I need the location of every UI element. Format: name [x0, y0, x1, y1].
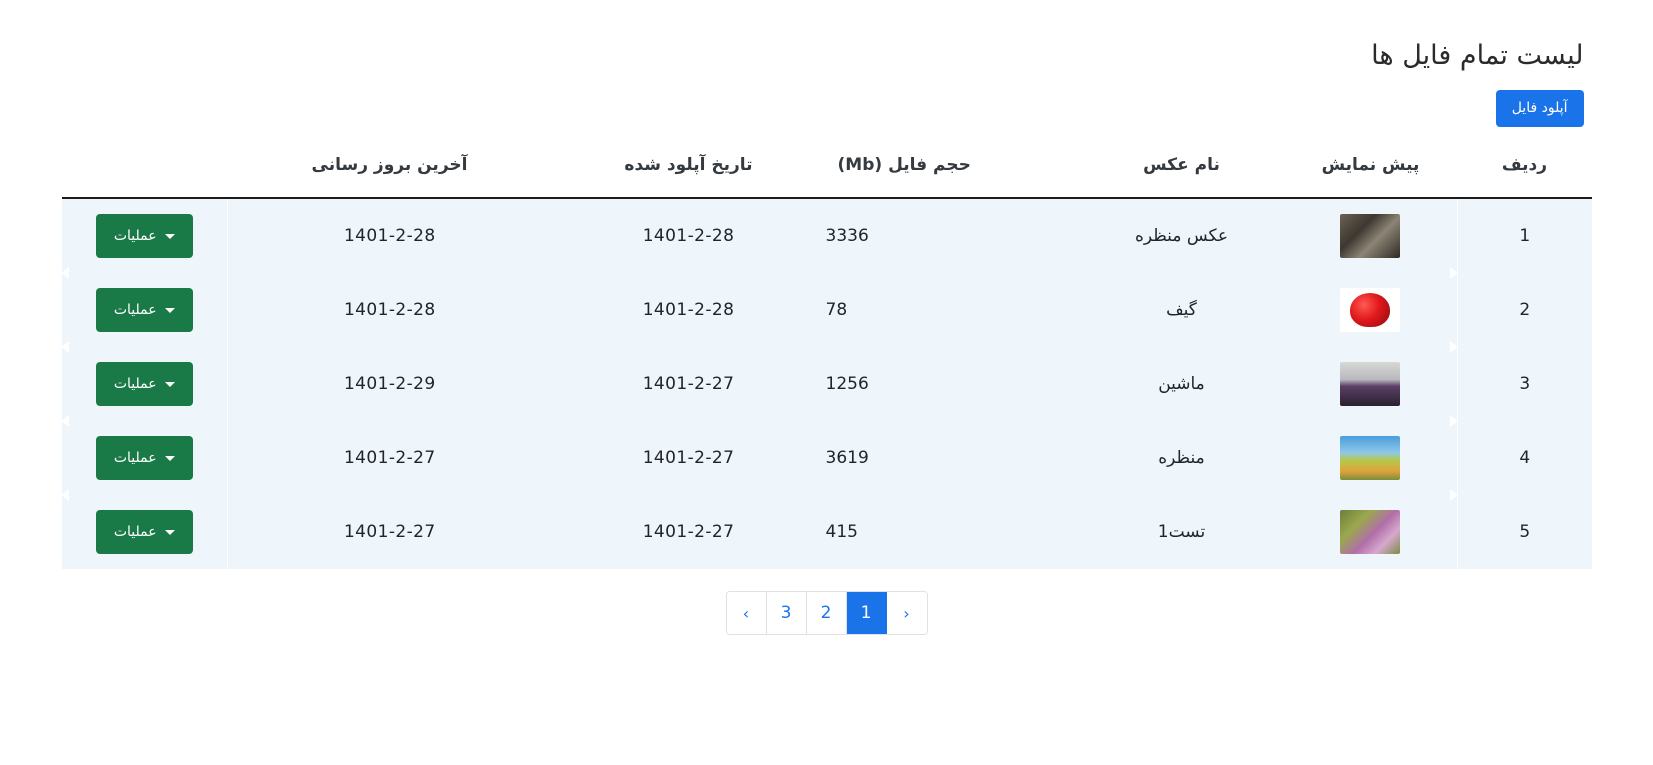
cell-preview	[1284, 421, 1458, 495]
files-table	[62, 145, 1592, 569]
cell-image-name: ماشین	[1158, 374, 1205, 394]
cell-actions	[62, 421, 228, 495]
chevron-down-icon	[165, 234, 175, 239]
cell-radif: 3	[1458, 347, 1592, 421]
column-header-preview: پیش نمایش	[1284, 145, 1458, 198]
table-row	[62, 198, 1592, 273]
cell-update-date: 1401-2-27	[343, 448, 436, 468]
table-row	[62, 421, 1592, 495]
row-actions-label: عملیات	[113, 376, 157, 392]
table-header-row	[62, 145, 1592, 198]
cell-radif: 4	[1458, 421, 1592, 495]
page-title: لیست تمام فایل ها	[1371, 40, 1584, 71]
cell-radif: 2	[1458, 273, 1592, 347]
pagination-page-2[interactable]: 2	[807, 592, 847, 634]
row-actions-label: عملیات	[113, 524, 157, 540]
cell-preview	[1284, 347, 1458, 421]
cell-actions	[62, 495, 228, 569]
cell-file-size: 1256	[825, 374, 869, 394]
cell-upload-date: 1401-2-27	[642, 522, 735, 542]
pagination-next-button[interactable]: ›	[887, 592, 927, 634]
image-thumbnail[interactable]	[1340, 510, 1400, 554]
cell-update-date: 1401-2-29	[343, 374, 436, 394]
upload-file-button[interactable]: آپلود فایل	[1496, 90, 1584, 127]
pagination-page-1[interactable]: 1	[847, 592, 887, 634]
cell-image-name: عکس منظره	[1134, 226, 1229, 246]
table-row	[62, 273, 1592, 347]
cell-file-size: 415	[825, 522, 858, 542]
image-thumbnail[interactable]	[1340, 214, 1400, 258]
chevron-down-icon	[165, 382, 175, 387]
column-header-actions	[62, 145, 228, 198]
row-actions-button[interactable]	[96, 510, 193, 554]
table-body	[62, 198, 1592, 569]
row-actions-button[interactable]	[96, 288, 193, 332]
table-head	[62, 145, 1592, 198]
cell-image-name: گیف	[1166, 300, 1197, 320]
cell-preview	[1284, 273, 1458, 347]
column-header-name: نام عکس	[1080, 145, 1284, 198]
cell-radif: 5	[1458, 495, 1592, 569]
cell-image-name: تست1	[1157, 522, 1206, 542]
cell-preview	[1284, 495, 1458, 569]
toolbar	[62, 90, 1592, 127]
cell-image-name: منظره	[1158, 448, 1205, 468]
column-header-size: حجم فایل (Mb)	[826, 145, 1080, 198]
row-actions-label: عملیات	[113, 450, 157, 466]
cell-actions	[62, 273, 228, 347]
chevron-down-icon	[165, 456, 175, 461]
table-row	[62, 495, 1592, 569]
pagination-page-3[interactable]: 3	[767, 592, 807, 634]
row-actions-button[interactable]	[96, 214, 193, 258]
cell-upload-date: 1401-2-28	[642, 226, 735, 246]
content-container	[62, 0, 1592, 635]
column-header-uploaded-date: تاریخ آپلود شده	[552, 145, 826, 198]
cell-update-date: 1401-2-27	[343, 522, 436, 542]
image-thumbnail[interactable]	[1340, 288, 1400, 332]
cell-radif: 1	[1458, 198, 1592, 273]
cell-upload-date: 1401-2-27	[642, 448, 735, 468]
cell-upload-date: 1401-2-27	[642, 374, 735, 394]
column-header-radif: ردیف	[1458, 145, 1592, 198]
cell-update-date: 1401-2-28	[343, 226, 436, 246]
cell-actions	[62, 347, 228, 421]
cell-update-date: 1401-2-28	[343, 300, 436, 320]
row-actions-label: عملیات	[113, 228, 157, 244]
table-row	[62, 347, 1592, 421]
chevron-down-icon	[165, 308, 175, 313]
cell-preview	[1284, 198, 1458, 273]
cell-file-size: 3336	[825, 226, 869, 246]
row-actions-button[interactable]	[96, 362, 193, 406]
cell-file-size: 3619	[825, 448, 869, 468]
image-thumbnail[interactable]	[1340, 436, 1400, 480]
pagination	[726, 591, 928, 635]
cell-upload-date: 1401-2-28	[642, 300, 735, 320]
pagination-container	[62, 591, 1592, 635]
chevron-down-icon	[165, 530, 175, 535]
pagination-prev-button[interactable]: ‹	[727, 592, 767, 634]
column-header-updated-date: آخرین بروز رسانی	[228, 145, 552, 198]
cell-file-size: 78	[825, 300, 848, 320]
row-actions-label: عملیات	[113, 302, 157, 318]
row-actions-button[interactable]	[96, 436, 193, 480]
image-thumbnail[interactable]	[1340, 362, 1400, 406]
cell-actions	[62, 198, 228, 273]
